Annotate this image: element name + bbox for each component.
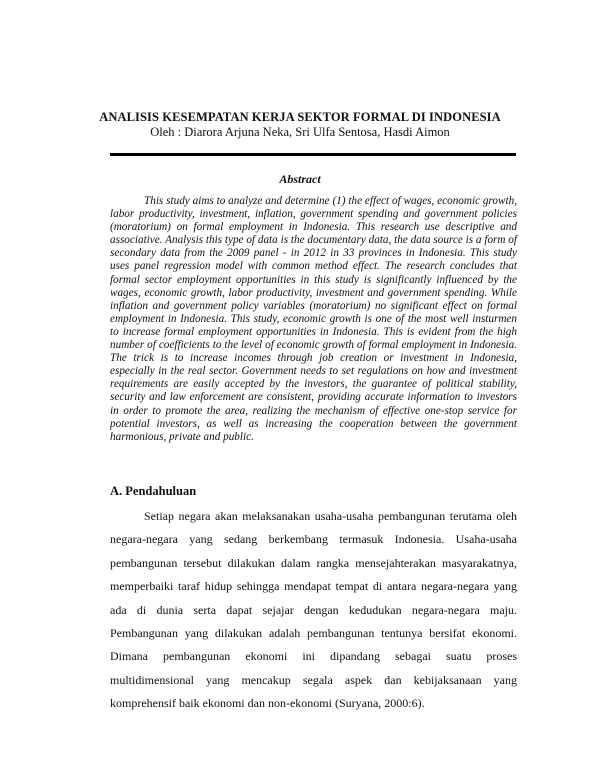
section-heading-pendahuluan: A. Pendahuluan bbox=[110, 484, 197, 498]
title-divider bbox=[110, 153, 516, 156]
paper-authors: Oleh : Diarora Arjuna Neka, Sri Ulfa Sentosa, Hasdi Aimon bbox=[150, 125, 450, 139]
section-paragraph-pendahuluan: Setiap negara akan melaksanakan usaha-usaha pembangunan terutama oleh negara-negara yang sedang berkembang termasuk Indonesia. Usaha-usaha pembangunan tersebut dilakukan dalam rangka mensejahterakan masyarakatnya, memperbaiki taraf hidup sehingga mendapat tempat di antara negara-negara yang ada di dunia serta dapat sejajar dengan kedudukan negara-negara maju. Pembangunan yang dilakukan adalah pembangunan tentunya bersifat ekonomi. Dimana pembangunan ekonomi ini dipandang sebagai suatu proses multidimensional yang mencakup segala aspek dan kebijaksanaan yang komprehensif baik ekonomi dan non-ekonomi (Suryana, 2000:6). bbox=[110, 509, 517, 711]
abstract-heading: Abstract bbox=[279, 172, 321, 186]
paper-title: ANALISIS KESEMPATAN KERJA SEKTOR FORMAL DI INDONESIA bbox=[99, 110, 501, 124]
abstract-paragraph: This study aims to analyze and determine (1) the effect of wages, economic growth, labor productivity, investment, inflation, government spending and government policies (moratorium) on formal employment in Indonesia. This research use descriptive and associative. Analysis this type of data is the documentary data, the data source is a form of secondary data from the 2009 panel - in 2012 in 33 provinces in Indonesia. This study uses panel regression model with common method effect. The research concludes that formal sector employment opportunities in this study is significantly influenced by the wages, economic growth, labor productivity, investment and government spending. While inflation and government policy variables (moratorium) no significant effect on formal employment in Indonesia. This study, economic growth is one of the most well insturmen to increase formal employment opportunities in Indonesia. This is evident from the high number of coefficients to the level of economic growth of formal employment in Indonesia. The trick is to increase incomes through job creation or investment in Indonesia, especially in the real sector. Government needs to set regulations on how and investment requirements are easily accepted by the investors, the guarantee of political stability, security and law enforcement are consistent, providing accurate information to investors in order to promote the area, realizing the mechanism of effective one-stop service for potential investors, as well as increasing the cooperation between the government harmonious, private and public. bbox=[110, 195, 517, 443]
